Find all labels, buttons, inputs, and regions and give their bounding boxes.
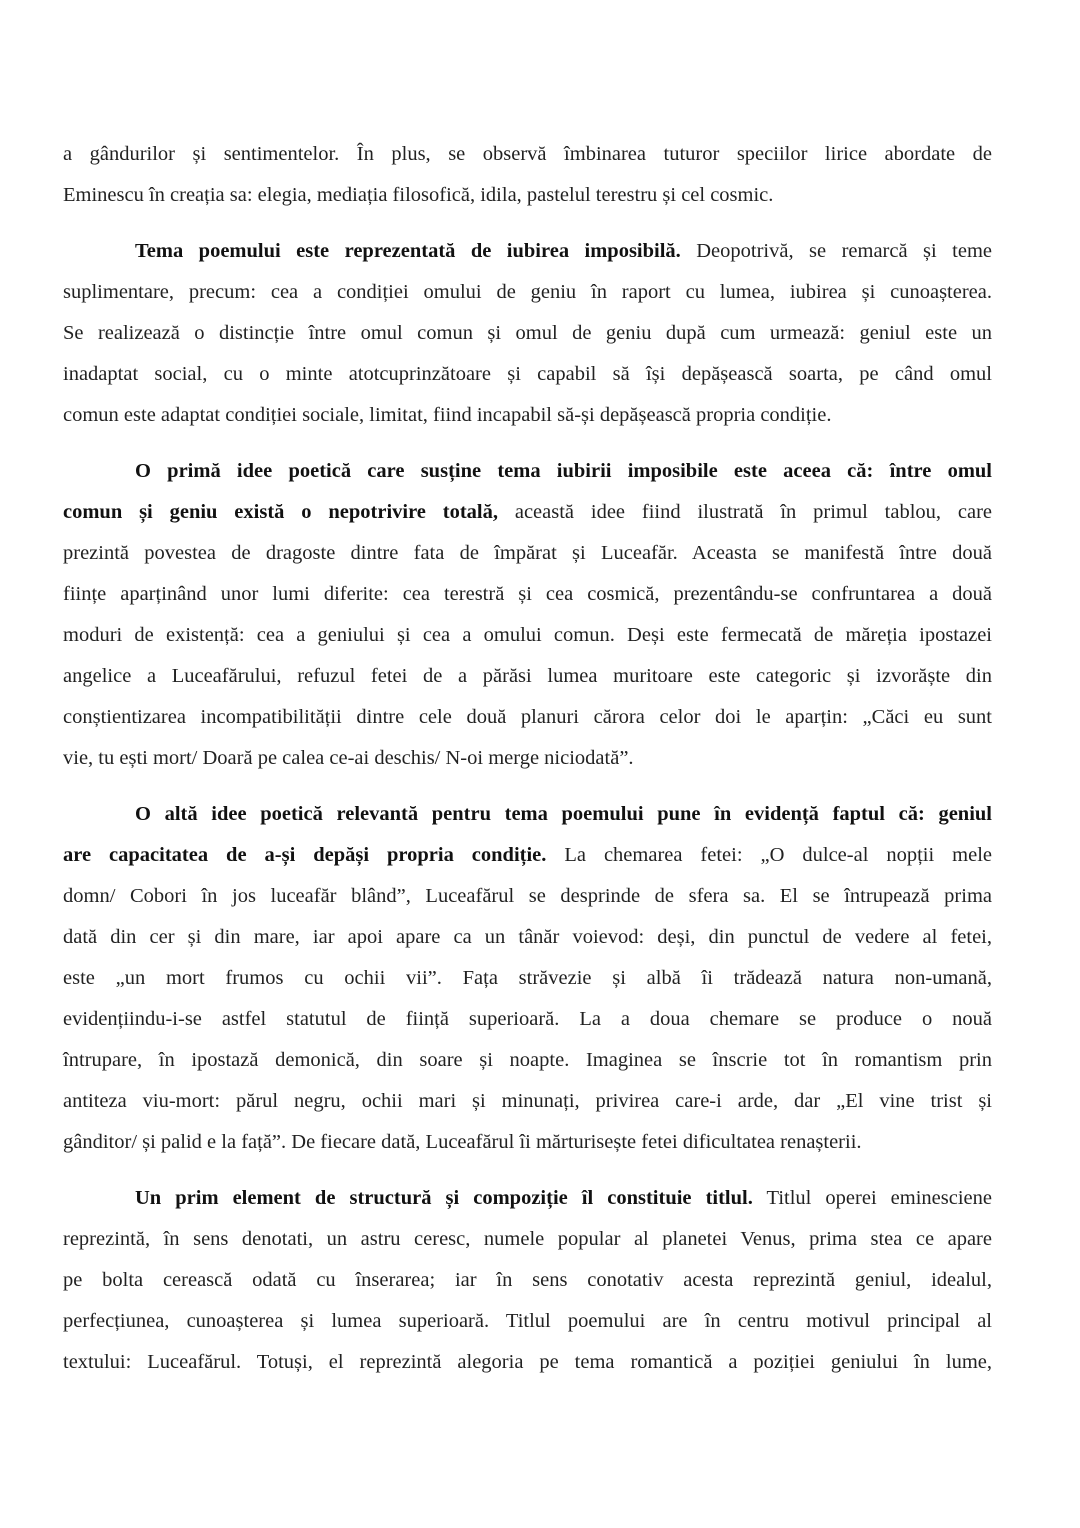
text: Eminescu în creația sa: elegia, mediația filosofică, idila, pastelul terestru și cel cosmic. (63, 184, 774, 206)
text: pe bolta cerească odată cu înserarea; iar în sens conotativ acesta reprezintă geniul, idealul, (63, 1269, 992, 1291)
text-line (63, 1301, 992, 1342)
text-line (63, 1219, 992, 1260)
paragraph (63, 231, 992, 436)
text: suplimentare, precum: cea a condiției omului de geniu în raport cu lumea, iubirea și cunoașterea. (63, 281, 992, 303)
text: moduri de existență: cea a geniului și cea a omului comun. Deși este fermecată de măreția ipostazei (63, 624, 992, 646)
text-line (63, 876, 992, 917)
text: această idee fiind ilustrată în primul tablou, care (498, 501, 992, 523)
text-line (63, 231, 992, 272)
text-line (63, 697, 992, 738)
text-line (63, 533, 992, 574)
text-line (63, 272, 992, 313)
text: perfecțiunea, cunoașterea și lumea superioară. Titlul poemului are în centru motivul principal al (63, 1310, 992, 1332)
text-line (63, 958, 992, 999)
text-line (63, 656, 992, 697)
text-line (63, 794, 992, 835)
text: vie, tu ești mort/ Doară pe calea ce-ai deschis/ N-oi merge niciodată”. (63, 747, 634, 769)
text-line (63, 1260, 992, 1301)
text: Se realizează o distincție între omul comun și omul de geniu după cum urmează: geniul este un (63, 322, 992, 344)
text: gânditor/ și palid e la față”. De fiecare dată, Luceafărul îi mărturisește fetei dificultatea renașterii. (63, 1131, 862, 1153)
text: comun este adaptat condiției sociale, limitat, fiind incapabil să-și depășească propria condiție. (63, 404, 832, 426)
text: a gândurilor și sentimentelor. În plus, se observă îmbinarea tuturor speciilor lirice abordate de (63, 143, 992, 165)
bold-text: O altă idee poetică relevantă pentru tema poemului pune în evidență faptul că: geniul (135, 803, 992, 825)
text: reprezintă, în sens denotati, un astru ceresc, numele popular al planetei Venus, prima stea ce apare (63, 1228, 992, 1250)
text-line (63, 354, 992, 395)
bold-text: Un prim element de structură și compoziție îl constituie titlul. (135, 1187, 753, 1209)
text-line (63, 738, 992, 779)
bold-text: are capacitatea de a-și depăși propria condiție. (63, 844, 547, 866)
text: antiteza viu-mort: părul negru, ochii mari și minunați, privirea care-i arde, dar „El vine trist și (63, 1090, 992, 1112)
text: La chemarea fetei: „O dulce-al nopții mele (546, 844, 992, 866)
text-line (63, 835, 992, 876)
text: este „un mort frumos cu ochii vii”. Fața străvezie și albă îi trădează natura non-umană, (63, 967, 992, 989)
text: conștientizarea incompatibilității dintre cele două planuri cărora celor doi le aparțin: „Căci eu sunt (63, 706, 992, 728)
paragraph (63, 134, 992, 216)
text: ființe aparținând unor lumi diferite: cea terestră și cea cosmică, prezentându-se confruntarea a două (63, 583, 992, 605)
text: întrupare, în ipostază demonică, din soare și noapte. Imaginea se înscrie tot în romantism prin (63, 1049, 992, 1071)
text-line (63, 451, 992, 492)
text-line (63, 917, 992, 958)
bold-text: comun și geniu există o nepotrivire totală, (63, 501, 498, 523)
text: angelice a Luceafărului, refuzul fetei de a părăsi lumea muritoare este categoric și izvorăște din (63, 665, 992, 687)
text-line (63, 1122, 992, 1163)
text: textului: Luceafărul. Totuși, el reprezintă alegoria pe tema romantică a poziției geniului în lume, (63, 1351, 992, 1373)
document-page (63, 134, 992, 1398)
text-line (63, 395, 992, 436)
bold-text: O primă idee poetică care susține tema iubirii imposibile este aceea că: între omul (135, 460, 992, 482)
text: domn/ Cobori în jos luceafăr blând”, Luceafărul se desprinde de sfera sa. El se întrupează prima (63, 885, 992, 907)
text-line (63, 492, 992, 533)
text: Titlul operei eminesciene (752, 1187, 992, 1209)
text: Deopotrivă, se remarcă și teme (680, 240, 992, 262)
text-line (63, 1081, 992, 1122)
text-line (63, 175, 992, 216)
text: inadaptat social, cu o minte atotcuprinzătoare și capabil să își depășească soarta, pe când omul (63, 363, 992, 385)
text-line (63, 1040, 992, 1081)
paragraph (63, 451, 992, 779)
text: evidențiindu-i-se astfel statutul de ființă superioară. La a doua chemare se produce o nouă (63, 1008, 992, 1030)
paragraph (63, 1178, 992, 1383)
paragraph (63, 794, 992, 1163)
bold-text: Tema poemului este reprezentată de iubirea imposibilă. (135, 240, 681, 262)
text-line (63, 1178, 992, 1219)
text-line (63, 313, 992, 354)
text-line (63, 615, 992, 656)
text-line (63, 574, 992, 615)
text-line (63, 999, 992, 1040)
text-line (63, 134, 992, 175)
text: prezintă povestea de dragoste dintre fata de împărat și Luceafăr. Aceasta se manifestă între două (63, 542, 992, 564)
text-line (63, 1342, 992, 1383)
text: dată din cer și din mare, iar apoi apare ca un tânăr voievod: deși, din punctul de vedere al fetei, (63, 926, 992, 948)
